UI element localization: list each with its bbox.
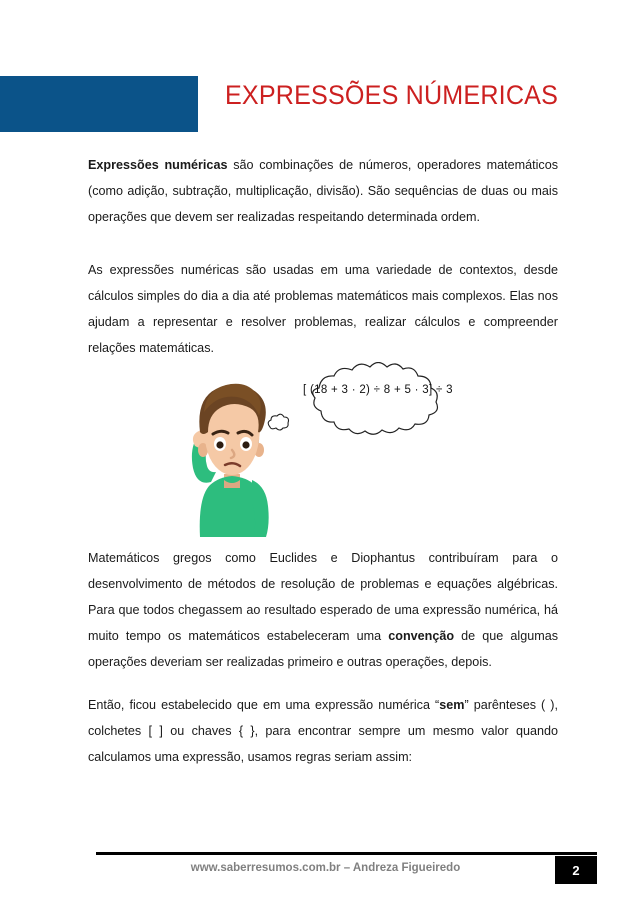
- paragraph-1-lead-bold: Expressões numéricas: [88, 158, 228, 172]
- paragraph-4-part-1: Então, ficou estabelecido que em uma expressão numérica “: [88, 698, 440, 712]
- page-title: EXPRESSÕES NÚMERICAS: [225, 80, 559, 110]
- paragraph-3-bold: convenção: [388, 629, 455, 643]
- paragraph-rules-intro: [88, 692, 558, 770]
- paragraph-definition: [88, 152, 558, 230]
- paragraph-3-part-2: de que algumas operações deveriam ser realizadas primeiro e outras operações, depois.: [88, 629, 558, 669]
- thought-puff-small-icon: [268, 414, 288, 430]
- footer-credit: www.saberresumos.com.br – Andreza Figueiredo: [190, 862, 461, 874]
- thought-bubble-cloud-icon: [313, 363, 438, 435]
- thought-bubble-expression: [ (18 + 3 · 2) ÷ 8 + 5 · 3] ÷ 3: [303, 384, 453, 396]
- paragraph-3-part-1: Matemáticos gregos como Euclides e Diophantus contribuíram para o desenvolvimento de métodos de resolução de problemas e equações algébricas. Para que todos chegassem ao resultado esperado de uma expressão numérica, há muito tempo os matemáticos estabeleceram uma: [88, 551, 558, 643]
- paragraph-1-rest: são combinações de números, operadores matemáticos (como adição, subtração, multiplicação, divisão). São sequências de duas ou mais operações que devem ser realizadas respeitando determinada ordem.: [88, 158, 558, 224]
- paragraph-usage: As expressões numéricas são usadas em uma variedade de contextos, desde cálculos simples do dia a dia até problemas matemáticos mais complexos. Elas nos ajudam a representar e resolver problemas, realizar cálculos e compreender relações matemáticas.: [88, 263, 558, 355]
- paragraph-4-part-2: ” parênteses ( ), colchetes [ ] ou chaves { }, para encontrar sempre um mesmo valor quando calculamos uma expressão, usamos regras seriam assim:: [88, 698, 558, 764]
- header-accent-block: [0, 76, 198, 132]
- paragraph-4-bold: sem: [439, 698, 465, 712]
- paragraph-history: [88, 545, 558, 675]
- page-number-badge: 2: [555, 856, 597, 884]
- footer-divider: [96, 852, 597, 855]
- character-boy: [192, 384, 269, 537]
